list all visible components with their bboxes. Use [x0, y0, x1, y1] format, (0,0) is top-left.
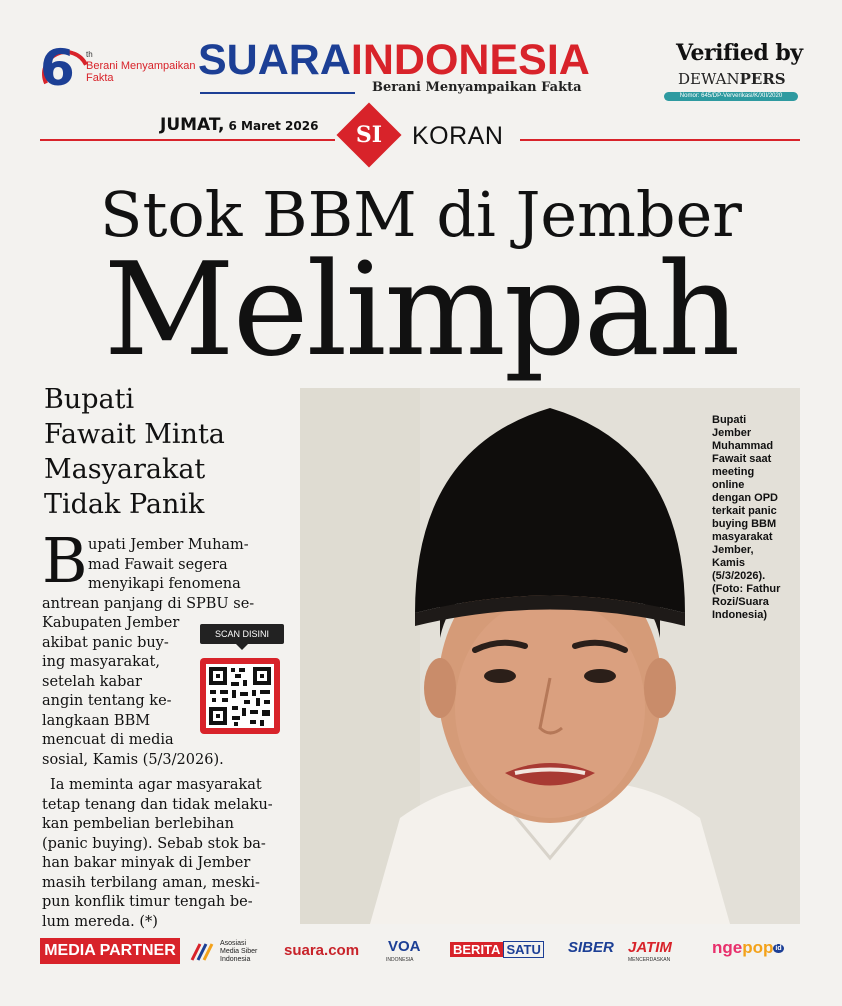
caption-line: Fawait saat	[712, 453, 772, 465]
si-logo-text: SI	[355, 122, 383, 148]
dropcap: B	[42, 524, 88, 597]
dewan-pers-logo	[678, 70, 786, 88]
body-line: tetap tenang dan tidak melaku-	[42, 796, 273, 813]
body-line: ing masyarakat,	[42, 654, 160, 670]
beritasatu-logo[interactable]	[450, 940, 544, 960]
caption-line: Bupati	[712, 414, 747, 426]
media-partner-label: MEDIA PARTNER	[40, 938, 180, 964]
caption-line: terkait panic	[712, 505, 777, 517]
caption-line: Indonesia)	[712, 609, 768, 621]
issue-day: JUMAT,	[160, 115, 225, 135]
caption-line: dengan OPD	[712, 492, 779, 504]
dewan-text: DEWAN	[678, 70, 740, 88]
amsi-line: Media Siber	[220, 948, 258, 955]
tagline: Berani Menyampaikan Fakta	[372, 80, 582, 95]
voa-sub-text: INDONESIA	[386, 957, 414, 963]
header-rule-left	[40, 139, 335, 141]
caption-line: Kamis	[712, 557, 746, 569]
section-name: KORAN	[412, 122, 504, 150]
body-line: antrean panjang di SPBU se-	[42, 595, 255, 612]
jatim-sub-text: MENCERDASKAN	[628, 957, 671, 963]
caption-line: Muhammad	[712, 440, 774, 452]
anniversary-number: 6	[40, 39, 75, 97]
qr-code-pattern	[206, 664, 274, 728]
body-line: Kabupaten Jember	[42, 615, 180, 631]
anniversary-logo	[40, 39, 196, 100]
masthead-indonesia: INDONESIA	[350, 36, 590, 84]
body-line: langkaan BBM	[42, 712, 151, 729]
voa-logo[interactable]	[386, 938, 426, 968]
issue-date-text: 6 Maret 2026	[228, 119, 319, 133]
anniversary-text: Berani Menyampaikan Fakta	[86, 60, 196, 84]
body-line: pun konflik timur tengah be-	[42, 894, 253, 910]
amsi-logo[interactable]	[190, 936, 280, 966]
caption-line: (Foto: Fathur	[712, 583, 781, 595]
qr-code-icon[interactable]	[206, 664, 274, 728]
subheadline-line: Tidak Panik	[44, 489, 205, 520]
body-line: mencuat di media	[42, 732, 174, 748]
header-rule-right	[520, 139, 800, 141]
caption-line: Jember	[712, 427, 752, 439]
subheadline-line: Bupati	[44, 384, 135, 415]
masthead-underline	[200, 92, 355, 94]
masthead-suara: SUARA	[198, 36, 351, 84]
amsi-line: Indonesia	[220, 956, 251, 963]
verification-number: Nomor: 645/DP-Ververikasi/K/XII/2020	[664, 92, 798, 101]
body-line: han bakar minyak di Jember	[42, 855, 251, 871]
masthead	[198, 36, 590, 84]
headline-line-1: Stok BBM di Jember	[100, 178, 742, 251]
subheadline	[44, 382, 294, 522]
body-line: (panic buying). Sebab stok ba-	[42, 835, 266, 852]
scan-here-label[interactable]: SCAN DISINI	[200, 624, 284, 644]
body-line: setelah kabar	[42, 673, 142, 690]
body-line: lum mereda. (*)	[42, 913, 158, 930]
ngepop-part-b: pop	[742, 938, 774, 957]
amsi-stripes-icon	[190, 942, 220, 962]
beritasatu-part-a: BERITA	[450, 942, 503, 957]
amsi-text	[220, 940, 257, 964]
beritasatu-part-b: SATU	[503, 941, 543, 958]
anniversary-suffix: th	[86, 50, 93, 59]
issue-date	[160, 115, 318, 135]
siber-text: SIBER	[568, 939, 614, 956]
subheadline-line: Masyarakat	[44, 454, 206, 485]
body-line: mad Fawait segera	[88, 556, 228, 573]
ngepop-part-c: id	[775, 945, 782, 953]
body-line: masih terbilang aman, meski-	[42, 874, 260, 891]
jatim-text: JATIM	[628, 939, 672, 956]
body-line: akibat panic buy-	[42, 634, 169, 651]
pers-text: PERS	[739, 70, 786, 88]
caption-line: online	[712, 479, 745, 491]
caption-line: buying BBM	[712, 518, 777, 530]
body-line: kan pembelian berlebihan	[42, 816, 234, 832]
caption-line: meeting	[712, 466, 755, 478]
headline-line-2: Melimpah	[103, 236, 739, 385]
siber-jatim-logo[interactable]	[568, 938, 688, 968]
suara-com-logo[interactable]: suara.com	[284, 942, 360, 959]
body-line: Ia meminta agar masyarakat	[50, 777, 262, 793]
body-line: menyikapi fenomena	[88, 576, 241, 592]
body-line: upati Jember Muham-	[88, 537, 249, 553]
ngepop-logo[interactable]	[712, 938, 784, 958]
ngepop-part-a: nge	[712, 938, 743, 957]
body-line: angin tentang ke-	[42, 693, 172, 709]
caption-line: masyarakat	[712, 531, 773, 543]
caption-line: (5/3/2026).	[712, 570, 766, 582]
caption-line: Rozi/Suara	[712, 596, 769, 608]
caption-line: Jember,	[712, 544, 754, 556]
amsi-line: Asosiasi	[220, 940, 247, 947]
photo-caption	[712, 414, 798, 622]
subheadline-line: Fawait Minta	[44, 419, 225, 450]
verified-by-label: Verified by	[676, 40, 803, 66]
voa-text: VOA	[388, 938, 421, 955]
body-line: sosial, Kamis (5/3/2026).	[42, 751, 224, 768]
